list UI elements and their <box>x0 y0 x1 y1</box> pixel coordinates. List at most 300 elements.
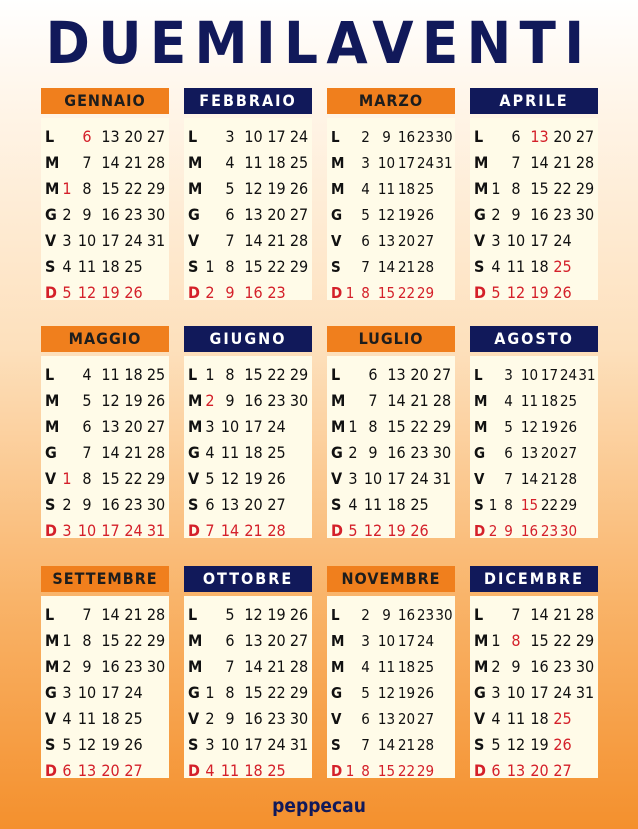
day-number: 16 <box>244 709 263 728</box>
weekday-label: M <box>331 180 345 198</box>
day-number: 9 <box>511 657 521 676</box>
day-number: 5 <box>225 179 235 198</box>
weekday-label: D <box>45 283 57 302</box>
day-number: 20 <box>540 444 559 462</box>
day-number: 30 <box>146 205 166 224</box>
day-number: 22 <box>124 631 143 650</box>
weekday-label: M <box>45 153 60 172</box>
day-number <box>288 518 310 544</box>
day-number: 27 <box>416 710 435 728</box>
day-number: 21 <box>553 153 572 172</box>
day-number: 15 <box>387 417 406 436</box>
day-number: 13 <box>101 127 120 146</box>
day-number: 26 <box>289 605 309 624</box>
day-number: 13 <box>244 631 263 650</box>
day-number: 25 <box>410 495 429 514</box>
day-number: 17 <box>530 683 549 702</box>
week-row <box>470 254 598 280</box>
weekday-label: M <box>188 391 203 410</box>
day-number: 21 <box>124 605 143 624</box>
day-number: 12 <box>244 605 263 624</box>
day-number: 11 <box>101 365 120 384</box>
day-number: 25 <box>124 709 143 728</box>
day-number: 20 <box>244 495 263 514</box>
day-number: 10 <box>377 632 396 650</box>
day-number: 19 <box>530 283 549 302</box>
day-number: 13 <box>387 365 406 384</box>
day-number: 23 <box>553 657 572 676</box>
week-row <box>327 466 455 492</box>
day-number <box>202 150 218 176</box>
day-number: 26 <box>416 206 435 224</box>
day-number: 3 <box>348 469 358 488</box>
weekday-label: D <box>474 283 486 302</box>
weekday-label: S <box>331 258 341 276</box>
weekday-label: V <box>45 231 57 250</box>
day-number: 6 <box>82 417 92 436</box>
day-number: 1 <box>205 365 215 384</box>
week-row <box>327 732 455 758</box>
week-row <box>470 440 598 466</box>
day-number: 7 <box>511 605 521 624</box>
day-number <box>59 602 75 628</box>
day-number: 4 <box>82 365 92 384</box>
weekday-label: M <box>188 153 203 172</box>
day-number: 26 <box>559 418 578 436</box>
day-number <box>345 362 361 388</box>
day-number: 2 <box>361 128 370 146</box>
day-number: 5 <box>348 521 358 540</box>
day-number: 21 <box>124 153 143 172</box>
week-row <box>41 732 169 758</box>
month-giugno <box>184 326 312 544</box>
day-number <box>578 518 596 544</box>
day-number: 29 <box>575 631 595 650</box>
month-header: GIUGNO <box>184 326 312 352</box>
day-number: 16 <box>530 657 549 676</box>
day-number: 20 <box>410 365 429 384</box>
day-number: 16 <box>530 205 549 224</box>
weekday-label: L <box>45 605 55 624</box>
day-number: 22 <box>410 417 429 436</box>
day-number: 29 <box>559 496 578 514</box>
day-number: 12 <box>363 521 383 540</box>
month-header: MARZO <box>327 88 455 114</box>
week-row <box>184 518 312 544</box>
day-number: 11 <box>77 709 97 728</box>
day-number: 27 <box>289 631 309 650</box>
day-number <box>145 758 167 784</box>
day-number: 31 <box>289 735 309 754</box>
day-number: 9 <box>82 495 92 514</box>
day-number <box>59 414 75 440</box>
day-number: 18 <box>530 709 549 728</box>
day-number: 16 <box>387 443 406 462</box>
week-row <box>327 680 455 706</box>
day-number: 23 <box>124 657 143 676</box>
day-number: 22 <box>397 284 416 302</box>
day-number: 3 <box>361 154 370 172</box>
day-number: 12 <box>244 179 263 198</box>
day-number: 18 <box>387 495 406 514</box>
day-number: 9 <box>382 128 391 146</box>
day-number: 15 <box>101 469 120 488</box>
week-row <box>327 628 455 654</box>
day-number: 13 <box>377 232 396 250</box>
month-settembre <box>41 566 169 784</box>
day-number: 6 <box>225 205 235 224</box>
week-row <box>184 602 312 628</box>
week-row <box>470 602 598 628</box>
weekday-label: S <box>188 735 199 754</box>
week-row <box>184 150 312 176</box>
day-number: 5 <box>491 735 501 754</box>
month-aprile <box>470 88 598 306</box>
weekday-label: D <box>188 521 200 540</box>
weekday-label: M <box>331 391 346 410</box>
day-number <box>435 732 453 758</box>
week-row <box>327 254 455 280</box>
day-number: 27 <box>124 761 143 780</box>
weekday-label: L <box>331 128 340 146</box>
month-days <box>41 356 169 538</box>
day-number: 14 <box>530 153 549 172</box>
day-number: 14 <box>220 521 240 540</box>
day-number: 19 <box>267 179 286 198</box>
day-number <box>578 440 596 466</box>
month-header: FEBBRAIO <box>184 88 312 114</box>
day-number: 11 <box>244 153 263 172</box>
day-number: 15 <box>244 683 263 702</box>
day-number: 17 <box>540 366 559 384</box>
day-number: 13 <box>506 761 526 780</box>
day-number: 31 <box>578 366 596 384</box>
month-days <box>184 356 312 538</box>
day-number <box>345 602 355 628</box>
weekday-label: D <box>331 521 343 540</box>
week-row <box>41 228 169 254</box>
day-number <box>488 414 498 440</box>
day-number: 26 <box>416 684 435 702</box>
day-number: 15 <box>244 257 263 276</box>
day-number: 14 <box>244 657 263 676</box>
day-number: 15 <box>530 179 549 198</box>
day-number: 21 <box>267 231 286 250</box>
day-number <box>578 414 596 440</box>
day-number: 2 <box>205 391 215 410</box>
day-number: 17 <box>530 231 549 250</box>
day-number <box>574 758 596 784</box>
day-number: 10 <box>506 683 526 702</box>
weekday-label: G <box>188 205 200 224</box>
day-number: 20 <box>124 127 143 146</box>
day-number: 23 <box>124 495 143 514</box>
day-number: 2 <box>62 495 72 514</box>
day-number: 12 <box>77 735 97 754</box>
weekday-label: S <box>474 735 485 754</box>
day-number: 28 <box>267 521 286 540</box>
day-number <box>345 706 355 732</box>
day-number: 20 <box>530 761 549 780</box>
day-number: 3 <box>62 683 72 702</box>
day-number: 18 <box>124 365 143 384</box>
day-number <box>435 254 453 280</box>
day-number: 3 <box>225 127 235 146</box>
day-number: 18 <box>101 257 120 276</box>
day-number: 6 <box>205 495 215 514</box>
day-number: 10 <box>520 366 539 384</box>
day-number: 9 <box>225 283 235 302</box>
day-number: 10 <box>220 417 240 436</box>
weekday-label: M <box>331 417 346 436</box>
day-number <box>435 280 453 306</box>
day-number: 7 <box>511 153 521 172</box>
day-number: 17 <box>101 521 120 540</box>
day-number: 26 <box>124 283 143 302</box>
week-row <box>184 680 312 706</box>
day-number: 3 <box>504 366 513 384</box>
day-number: 24 <box>410 469 429 488</box>
day-number: 30 <box>575 657 595 676</box>
day-number: 7 <box>225 231 235 250</box>
month-header: GENNAIO <box>41 88 169 114</box>
day-number: 10 <box>77 521 97 540</box>
week-row <box>327 280 455 306</box>
day-number: 19 <box>244 469 263 488</box>
day-number: 17 <box>244 735 263 754</box>
weekday-label: V <box>45 709 57 728</box>
weekday-label: D <box>331 762 343 780</box>
day-number: 30 <box>435 128 453 146</box>
day-number: 7 <box>82 443 92 462</box>
day-number <box>488 388 498 414</box>
weekday-label: D <box>45 761 57 780</box>
day-number: 21 <box>553 605 572 624</box>
day-number: 30 <box>432 443 452 462</box>
day-number: 17 <box>397 632 416 650</box>
day-number: 30 <box>575 205 595 224</box>
day-number <box>488 150 504 176</box>
weekday-label: G <box>474 205 486 224</box>
day-number: 26 <box>410 521 429 540</box>
month-header: AGOSTO <box>470 326 598 352</box>
day-number: 22 <box>553 631 572 650</box>
day-number: 14 <box>520 470 539 488</box>
day-number: 12 <box>506 735 526 754</box>
day-number: 14 <box>101 443 120 462</box>
day-number: 30 <box>559 522 578 540</box>
weekday-label: V <box>474 231 486 250</box>
month-novembre <box>327 566 455 784</box>
day-number: 2 <box>491 657 501 676</box>
day-number: 26 <box>553 735 572 754</box>
week-row <box>184 654 312 680</box>
day-number: 26 <box>267 469 286 488</box>
weekday-label: G <box>331 206 343 224</box>
day-number: 7 <box>504 470 513 488</box>
weekday-label: V <box>474 470 485 488</box>
day-number: 28 <box>289 657 309 676</box>
week-row <box>41 202 169 228</box>
day-number: 13 <box>377 710 396 728</box>
weekday-label: D <box>474 522 486 540</box>
day-number <box>288 440 310 466</box>
day-number: 19 <box>530 735 549 754</box>
weekday-label: L <box>474 605 484 624</box>
day-number: 28 <box>416 736 435 754</box>
day-number: 14 <box>377 736 396 754</box>
day-number <box>574 228 596 254</box>
week-row <box>41 440 169 466</box>
week-row <box>41 628 169 654</box>
day-number: 17 <box>387 469 406 488</box>
day-number: 6 <box>511 127 521 146</box>
day-number: 5 <box>62 735 72 754</box>
month-header: DICEMBRE <box>470 566 598 592</box>
day-number: 5 <box>82 391 92 410</box>
weekday-label: V <box>474 709 486 728</box>
day-number: 3 <box>62 231 72 250</box>
month-days <box>470 118 598 300</box>
day-number: 23 <box>416 606 435 624</box>
day-number: 16 <box>244 283 263 302</box>
day-number: 25 <box>267 761 286 780</box>
day-number: 22 <box>553 179 572 198</box>
day-number <box>59 440 75 466</box>
day-number: 6 <box>361 710 370 728</box>
day-number: 11 <box>520 392 539 410</box>
day-number: 10 <box>506 231 526 250</box>
day-number: 9 <box>504 522 513 540</box>
day-number: 19 <box>124 391 143 410</box>
day-number <box>202 202 218 228</box>
week-row <box>41 254 169 280</box>
weekday-label: M <box>474 418 488 436</box>
day-number: 8 <box>225 365 235 384</box>
day-number: 10 <box>77 231 97 250</box>
day-number: 4 <box>62 709 72 728</box>
weekday-label: G <box>45 683 57 702</box>
day-number: 5 <box>361 684 370 702</box>
week-row <box>327 414 455 440</box>
day-number: 27 <box>559 444 578 462</box>
day-number: 22 <box>124 179 143 198</box>
day-number: 1 <box>62 631 72 650</box>
day-number: 13 <box>520 444 539 462</box>
day-number: 25 <box>146 365 166 384</box>
month-header: OTTOBRE <box>184 566 312 592</box>
weekday-label: G <box>331 684 343 702</box>
day-number <box>574 254 596 280</box>
day-number: 8 <box>361 762 370 780</box>
weekday-label: V <box>331 469 343 488</box>
day-number: 28 <box>432 391 452 410</box>
day-number <box>202 228 218 254</box>
day-number: 27 <box>575 127 595 146</box>
week-row <box>184 758 312 784</box>
day-number: 31 <box>146 521 166 540</box>
day-number: 25 <box>553 709 572 728</box>
day-number: 15 <box>244 365 263 384</box>
weekday-label: M <box>474 631 489 650</box>
day-number: 27 <box>146 127 166 146</box>
day-number <box>345 732 355 758</box>
day-number: 31 <box>432 469 452 488</box>
day-number: 11 <box>506 257 526 276</box>
day-number: 13 <box>244 205 263 224</box>
day-number: 16 <box>244 391 263 410</box>
weekday-label: M <box>45 631 60 650</box>
week-row <box>327 654 455 680</box>
weekday-label: M <box>331 154 345 172</box>
day-number: 14 <box>377 258 396 276</box>
day-number: 13 <box>77 761 97 780</box>
week-row <box>41 518 169 544</box>
day-number <box>435 628 453 654</box>
day-number: 15 <box>101 631 120 650</box>
weekday-label: D <box>331 284 343 302</box>
day-number: 6 <box>368 365 378 384</box>
day-number: 18 <box>101 709 120 728</box>
day-number <box>488 124 504 150</box>
day-number: 24 <box>553 683 572 702</box>
day-number: 4 <box>361 658 370 676</box>
day-number: 2 <box>361 606 370 624</box>
day-number: 20 <box>267 205 286 224</box>
day-number: 5 <box>225 605 235 624</box>
day-number <box>435 680 453 706</box>
week-row <box>41 680 169 706</box>
day-number: 4 <box>205 443 215 462</box>
day-number: 26 <box>146 391 166 410</box>
day-number: 1 <box>345 284 355 302</box>
month-ottobre <box>184 566 312 784</box>
day-number: 5 <box>504 418 513 436</box>
weekday-label: S <box>45 257 56 276</box>
day-number: 10 <box>220 735 240 754</box>
weekday-label: V <box>188 709 200 728</box>
week-row <box>327 706 455 732</box>
day-number: 30 <box>435 606 453 624</box>
day-number: 6 <box>62 761 72 780</box>
weekday-label: V <box>331 232 342 250</box>
day-number: 19 <box>397 684 416 702</box>
day-number: 1 <box>491 179 501 198</box>
day-number <box>59 124 75 150</box>
day-number <box>202 628 218 654</box>
day-number: 14 <box>101 605 120 624</box>
day-number <box>202 654 218 680</box>
day-number: 4 <box>62 257 72 276</box>
week-row <box>327 124 455 150</box>
week-row <box>327 228 455 254</box>
day-number: 10 <box>244 127 263 146</box>
week-row <box>41 124 169 150</box>
day-number <box>288 466 310 492</box>
week-row <box>184 440 312 466</box>
day-number: 16 <box>520 522 539 540</box>
week-row <box>470 518 598 544</box>
day-number: 24 <box>416 632 435 650</box>
day-number: 2 <box>205 709 215 728</box>
day-number <box>345 202 355 228</box>
day-number: 1 <box>348 417 358 436</box>
day-number: 9 <box>82 205 92 224</box>
day-number <box>145 732 167 758</box>
day-number: 3 <box>205 735 215 754</box>
day-number: 18 <box>530 257 549 276</box>
day-number: 7 <box>368 391 378 410</box>
